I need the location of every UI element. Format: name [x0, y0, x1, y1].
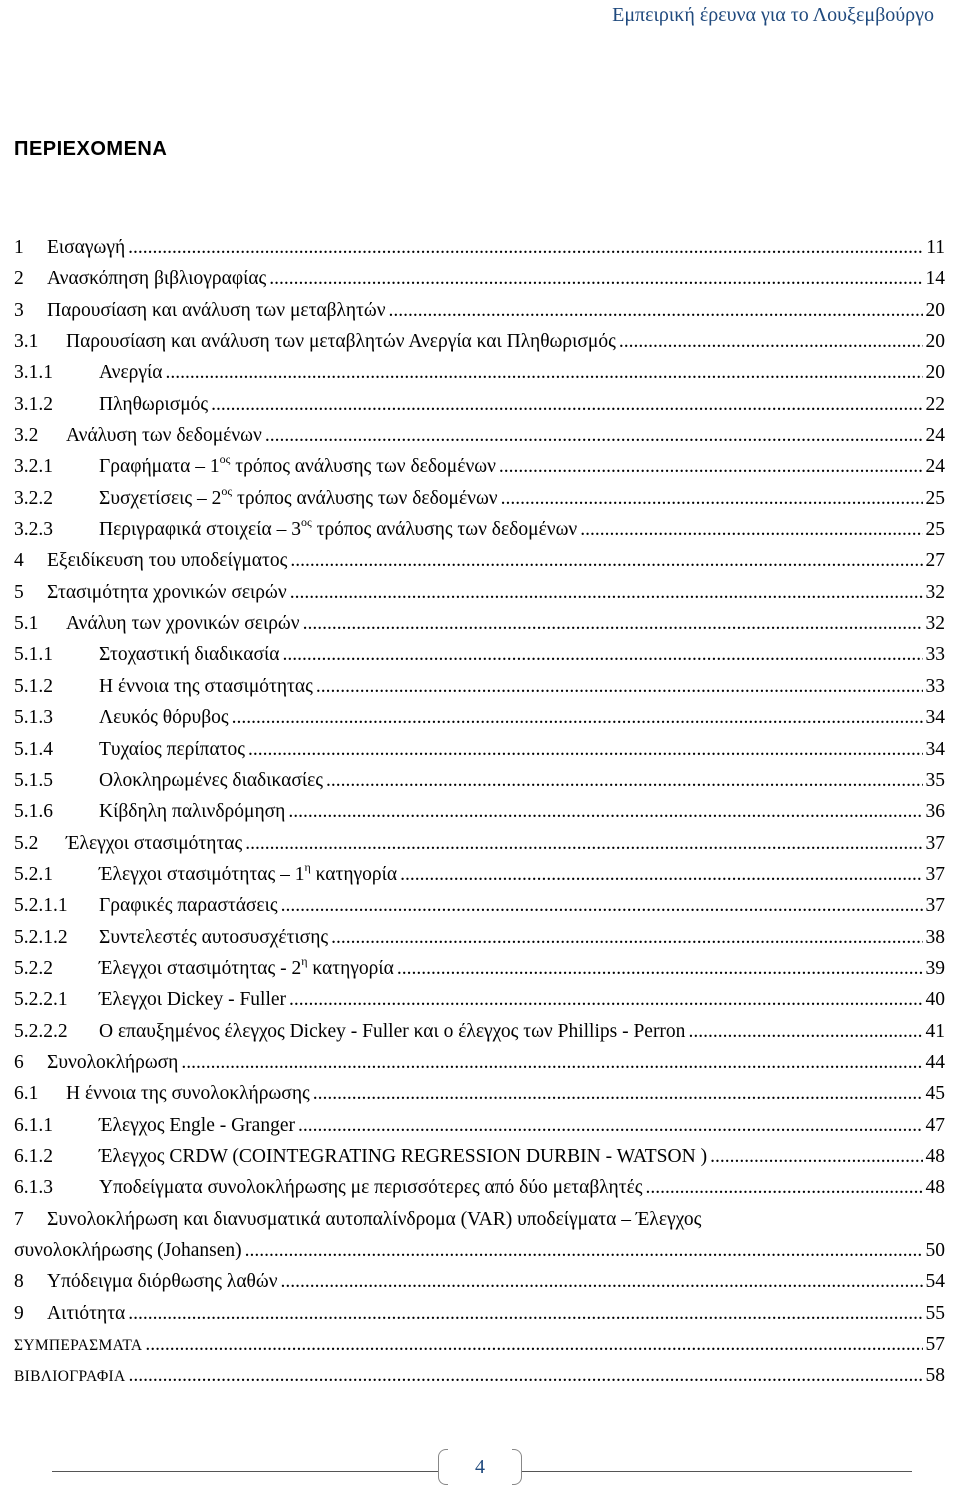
toc-entry-number: 6 [14, 1051, 24, 1073]
toc-entry-ordinal-suffix: ος [219, 452, 231, 467]
toc-entry-number: 5.1.3 [14, 707, 53, 729]
toc-entry-number: 4 [14, 550, 24, 572]
toc-entry[interactable] [14, 1298, 945, 1329]
toc-entry[interactable] [14, 1016, 945, 1047]
toc-entry[interactable] [14, 1110, 945, 1141]
toc-entry-ordinal-suffix: ος [221, 483, 233, 498]
toc-leader-dots [248, 734, 923, 765]
footer-left-brace-icon [438, 1449, 448, 1485]
toc-entry-title: ΒΙΒΛΙΟΓΡΑΦΙΑ [14, 1368, 126, 1386]
toc-leader-dots [265, 420, 923, 451]
toc-entry-page: 34 [925, 738, 945, 760]
toc-entry-title: Εξειδίκευση του υποδείγματος [47, 550, 288, 572]
toc-entry-page: 39 [925, 957, 945, 979]
toc-entry-line [14, 1235, 945, 1266]
toc-entry-title-part: Έλεγχοι στασιμότητας - 2 [99, 957, 302, 979]
toc-entry[interactable] [14, 953, 945, 984]
toc-entry-title: ΣΥΜΠΕΡΑΣΜΑΤΑ [14, 1337, 143, 1355]
toc-entry-number: 3 [14, 299, 24, 321]
toc-entry-number: 5.2.2.1 [14, 989, 68, 1011]
toc-entry-page: 14 [925, 268, 945, 290]
toc-entry-title-part: Συσχετίσεις – 2 [99, 487, 222, 509]
toc-entry-page: 20 [925, 331, 945, 353]
toc-entry-title: Υποδείγματα συνολοκλήρωσης με περισσότερες από δύο μεταβλητές [99, 1177, 643, 1199]
toc-entry[interactable] [14, 1329, 945, 1360]
toc-entry-page: 41 [925, 1020, 945, 1042]
toc-entry-title: Συντελεστές αυτοσυσχέτισης [99, 926, 329, 948]
toc-entry-page: 11 [926, 237, 945, 258]
toc-entry[interactable] [14, 577, 945, 608]
toc-entry[interactable] [14, 451, 945, 482]
toc-entry-title: Τυχαίος περίπατος [99, 738, 245, 760]
toc-entry-number: 7 [14, 1208, 24, 1230]
toc-entry-title: Στασιμότητα χρονικών σειρών [47, 581, 287, 603]
toc-entry-number: 5.1.2 [14, 675, 53, 697]
toc-entry-title-continued: συνολοκλήρωσης (Johansen) [14, 1240, 242, 1261]
toc-entry-title: Έλεγχος Engle - Granger [99, 1114, 295, 1136]
toc-entry-title: Πληθωρισμός [99, 393, 209, 415]
toc-leader-dots [181, 1047, 922, 1078]
toc-entry-page: 32 [925, 613, 945, 635]
toc-entry-number: 3.1.1 [14, 362, 53, 384]
toc-entry-title-part: Περιγραφικά στοιχεία – 3 [99, 519, 301, 541]
toc-entry-title [99, 953, 394, 984]
toc-entry-title: Κίβδηλη παλινδρόμηση [99, 801, 286, 823]
toc-entry-ordinal-suffix: η [301, 953, 308, 968]
toc-entry-title [99, 483, 498, 514]
toc-entry-page: 44 [925, 1051, 945, 1073]
toc-entry-line [14, 1204, 945, 1235]
toc-entry[interactable] [14, 483, 945, 514]
toc-entry-title: Παρουσίαση και ανάλυση των μεταβλητών [47, 299, 386, 321]
toc-entry[interactable] [14, 984, 945, 1015]
toc-leader-dots [400, 859, 922, 890]
toc-leader-dots [128, 1360, 922, 1391]
toc-entry[interactable] [14, 671, 945, 702]
toc-leader-dots [128, 232, 923, 263]
footer-rule-right [522, 1471, 912, 1472]
toc-entry-page: 27 [925, 550, 945, 572]
toc-entry-title: Ανάλυση των δεδομένων [66, 425, 262, 447]
toc-entry-page: 58 [925, 1365, 945, 1387]
toc-leader-dots [281, 1266, 923, 1297]
toc-entry[interactable] [14, 1047, 945, 1078]
toc-entry-number: 5 [14, 581, 24, 603]
toc-entry-title-part: τρόπος ανάλυσης των δεδομένων [311, 519, 578, 541]
toc-leader-dots [298, 1110, 923, 1141]
toc-heading: ΠΕΡΙΕΧΟΜΕΝΑ [14, 138, 168, 160]
toc-entry-page: 22 [925, 393, 945, 415]
toc-entry-title: Συνολοκλήρωση και διανυσματικά αυτοπαλίνδρομα (VAR) υποδείγματα – Έλεγχος [47, 1208, 702, 1230]
toc-entry-number: 3.1.2 [14, 393, 53, 415]
toc-entry-number: 5.2.2.2 [14, 1020, 68, 1042]
toc-entry[interactable] [14, 828, 945, 859]
toc-entry-number: 5.1.1 [14, 644, 53, 666]
toc-leader-dots [688, 1016, 922, 1047]
toc-entry[interactable] [14, 1266, 945, 1297]
toc-entry[interactable] [14, 357, 945, 388]
toc-entry-title-part: τρόπος ανάλυσης των δεδομένων [232, 487, 498, 509]
toc-entry-number: 6.1.1 [14, 1114, 53, 1136]
toc-leader-dots [245, 828, 922, 859]
toc-entry-title: Συνολοκλήρωση [47, 1051, 179, 1073]
toc-entry-page: 48 [925, 1145, 945, 1167]
toc-leader-dots [645, 1172, 922, 1203]
toc-leader-dots [211, 389, 922, 420]
toc-entry-title: Ανάλυη των χρονικών σειρών [66, 613, 300, 635]
toc-entry-page: 37 [925, 832, 945, 854]
toc-leader-dots [389, 295, 923, 326]
toc-leader-dots [290, 545, 922, 576]
toc-leader-dots [289, 984, 922, 1015]
toc-entry[interactable] [14, 514, 945, 545]
table-of-contents [14, 232, 945, 1392]
toc-entry-ordinal-suffix: η [304, 859, 311, 874]
toc-entry[interactable] [14, 890, 945, 921]
toc-entry-page: 36 [925, 801, 945, 823]
toc-entry-number: 5.2.1 [14, 863, 53, 885]
toc-leader-dots [499, 451, 923, 482]
toc-entry-title: Η έννοια της συνολοκλήρωσης [66, 1083, 310, 1105]
toc-leader-dots [710, 1141, 922, 1172]
toc-leader-dots [232, 702, 923, 733]
toc-entry-title: Έλεγχοι Dickey - Fuller [99, 989, 287, 1011]
toc-entry-title: Έλεγχοι στασιμότητας [66, 832, 243, 854]
toc-entry-number: 3.2.3 [14, 519, 53, 541]
toc-entry[interactable] [14, 702, 945, 733]
page-number: 4 [475, 1456, 485, 1478]
toc-entry[interactable] [14, 263, 945, 294]
toc-entry-title-part: Έλεγχοι στασιμότητας – 1 [99, 863, 305, 885]
toc-leader-dots [269, 263, 922, 294]
toc-entry-number: 3.1 [14, 331, 39, 353]
toc-entry-title [99, 451, 496, 482]
toc-entry[interactable] [14, 639, 945, 670]
toc-entry-title-part: Γραφήματα – 1 [99, 456, 220, 478]
toc-leader-dots [290, 577, 923, 608]
toc-entry-page: 37 [925, 895, 945, 917]
toc-entry[interactable] [14, 1204, 945, 1267]
toc-entry[interactable] [14, 1141, 945, 1172]
footer-rule-left [52, 1471, 438, 1472]
toc-leader-dots [501, 483, 923, 514]
toc-entry-number: 3.2.2 [14, 487, 53, 509]
toc-entry[interactable] [14, 859, 945, 890]
toc-entry-number: 5.2.1.1 [14, 895, 68, 917]
toc-entry[interactable] [14, 1360, 945, 1391]
toc-entry-number: 3.2.1 [14, 456, 53, 478]
toc-entry-title: Η έννοια της στασιμότητας [99, 675, 313, 697]
toc-entry-title [99, 514, 577, 545]
toc-entry-page: 24 [925, 425, 945, 447]
toc-entry-page: 54 [925, 1271, 945, 1293]
toc-entry-title: Ο επαυξημένος έλεγχος Dickey - Fuller και ο έλεγχος των Phillips - Perron [99, 1020, 686, 1042]
toc-entry[interactable] [14, 1078, 945, 1109]
toc-entry-title: Γραφικές παραστάσεις [99, 895, 278, 917]
toc-entry-number: 5.1.4 [14, 738, 53, 760]
toc-entry-page: 38 [925, 926, 945, 948]
footer-right-brace-icon [512, 1449, 522, 1485]
toc-entry-page: 20 [925, 299, 945, 321]
toc-entry-title: Εισαγωγή [47, 237, 126, 258]
toc-entry-title: Υπόδειγμα διόρθωσης λαθών [47, 1271, 278, 1293]
toc-entry-page: 25 [925, 519, 945, 541]
toc-entry-number: 3.2 [14, 425, 39, 447]
toc-entry-number: 6.1 [14, 1083, 39, 1105]
toc-entry-number: 5.1.5 [14, 769, 53, 791]
toc-entry[interactable] [14, 608, 945, 639]
toc-entry-title: Παρουσίαση και ανάλυση των μεταβλητών Ανεργία και Πληθωρισμός [66, 331, 616, 353]
toc-leader-dots [245, 1235, 923, 1266]
toc-entry-number: 6.1.2 [14, 1145, 53, 1167]
toc-entry-title-part: τρόπος ανάλυσης των δεδομένων [230, 456, 496, 478]
toc-entry-page: 24 [925, 456, 945, 478]
toc-entry-title-part: κατηγορία [310, 863, 398, 885]
toc-leader-dots [331, 922, 922, 953]
toc-leader-dots [282, 639, 922, 670]
toc-entry[interactable] [14, 734, 945, 765]
toc-entry[interactable] [14, 295, 945, 326]
toc-entry[interactable] [14, 796, 945, 827]
toc-entry-title: Αιτιότητα [47, 1302, 126, 1324]
toc-entry-title [99, 859, 397, 890]
toc-entry-title: Έλεγχος CRDW (COINTEGRATING REGRESSION DURBIN - WATSON ) [99, 1145, 708, 1167]
toc-entry[interactable] [14, 420, 945, 451]
running-header: Εμπειρική έρευνα για το Λουξεμβούργο [612, 4, 934, 26]
toc-entry-number: 5.1.6 [14, 801, 53, 823]
toc-entry-ordinal-suffix: ος [300, 515, 312, 530]
toc-entry-number: 5.1 [14, 613, 39, 635]
toc-entry-page: 20 [925, 362, 945, 384]
toc-entry-page: 37 [925, 863, 945, 885]
toc-entry-title: Ολοκληρωμένες διαδικασίες [99, 769, 324, 791]
toc-leader-dots [303, 608, 923, 639]
toc-leader-dots [288, 796, 922, 827]
toc-entry-page: 32 [925, 581, 945, 603]
toc-entry[interactable] [14, 765, 945, 796]
toc-entry-page: 57 [925, 1334, 945, 1356]
toc-entry-number: 5.2.1.2 [14, 926, 68, 948]
toc-entry-number: 5.2.2 [14, 957, 53, 979]
toc-entry[interactable] [14, 232, 945, 263]
toc-entry[interactable] [14, 1172, 945, 1203]
toc-leader-dots [619, 326, 923, 357]
toc-entry-page: 35 [925, 769, 945, 791]
toc-entry-number: 2 [14, 268, 24, 290]
toc-entry-title-part: κατηγορία [307, 957, 394, 979]
toc-entry-title: Ανασκόπηση βιβλιογραφίας [47, 268, 267, 290]
toc-entry-number: 9 [14, 1302, 24, 1324]
toc-entry-page: 55 [925, 1302, 945, 1324]
toc-entry-page: 34 [925, 707, 945, 729]
toc-leader-dots [316, 671, 923, 702]
toc-entry[interactable] [14, 922, 945, 953]
toc-entry-number: 6.1.3 [14, 1177, 53, 1199]
toc-leader-dots [326, 765, 922, 796]
toc-entry[interactable] [14, 326, 945, 357]
toc-leader-dots [128, 1298, 922, 1329]
toc-entry-page: 33 [925, 644, 945, 666]
toc-entry-page: 33 [925, 675, 945, 697]
toc-entry-page: 48 [925, 1177, 945, 1199]
toc-entry-page: 50 [925, 1240, 945, 1261]
toc-entry-title: Λευκός θόρυβος [99, 707, 229, 729]
toc-leader-dots [145, 1329, 922, 1360]
toc-entry-number: 1 [14, 237, 24, 258]
toc-entry-title: Στοχαστική διαδικασία [99, 644, 280, 666]
toc-leader-dots [165, 357, 922, 388]
toc-entry-page: 40 [925, 989, 945, 1011]
toc-entry-number: 5.2 [14, 832, 39, 854]
toc-entry[interactable] [14, 389, 945, 420]
toc-entry-number: 8 [14, 1271, 24, 1293]
toc-entry-page: 25 [925, 487, 945, 509]
toc-leader-dots [580, 514, 922, 545]
toc-entry-title: Ανεργία [99, 362, 163, 384]
toc-leader-dots [281, 890, 923, 921]
toc-entry-page: 47 [925, 1114, 945, 1136]
toc-entry-multiline [14, 1204, 945, 1267]
toc-leader-dots [397, 953, 923, 984]
toc-entry[interactable] [14, 545, 945, 576]
toc-leader-dots [313, 1078, 923, 1109]
toc-entry-page: 45 [925, 1083, 945, 1105]
